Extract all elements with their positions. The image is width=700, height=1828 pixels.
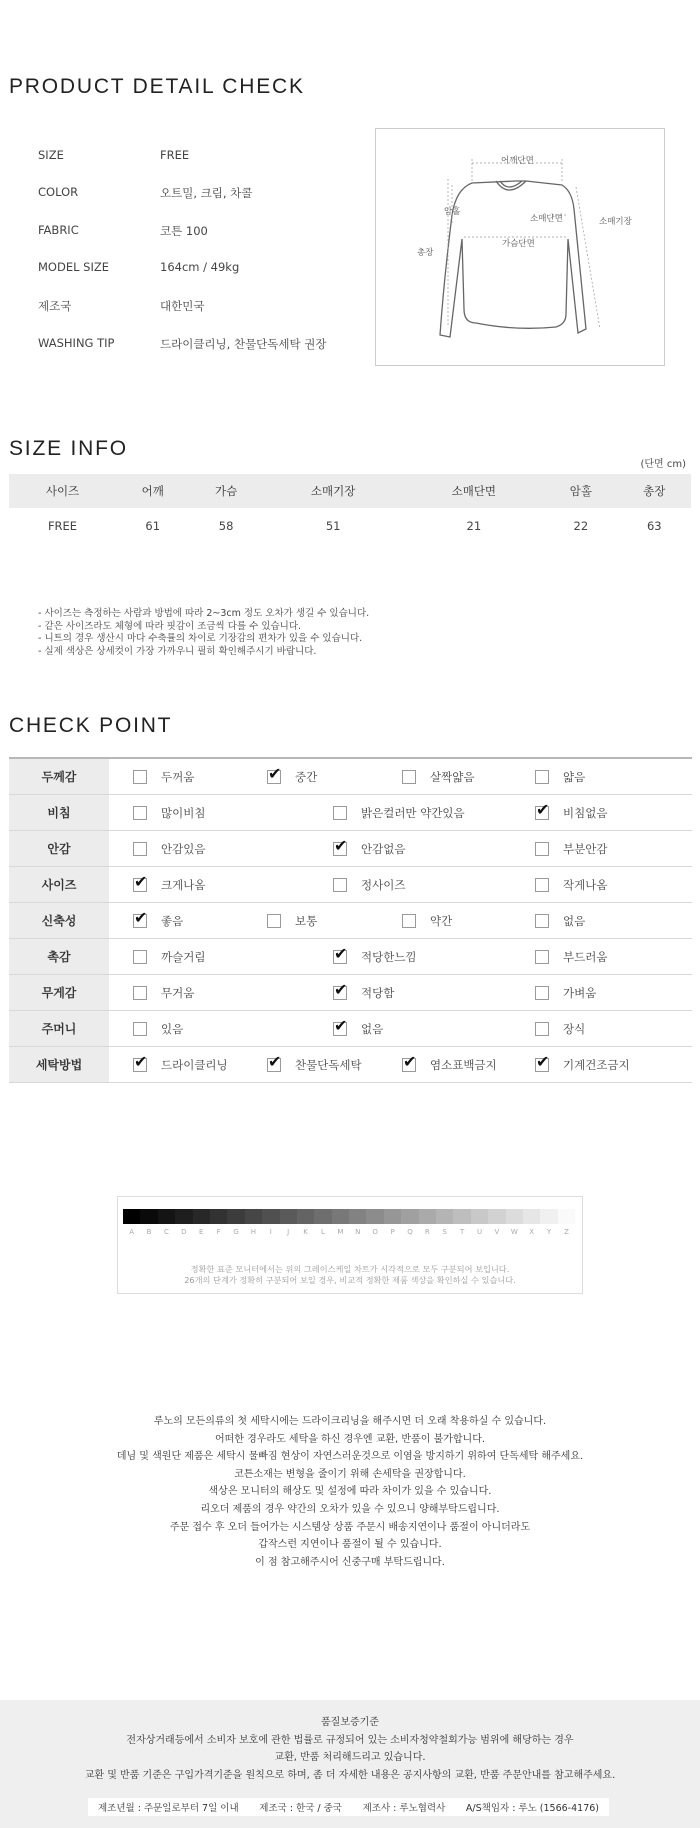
checkbox-unchecked[interactable] <box>402 770 416 784</box>
grayscale-step <box>175 1209 192 1224</box>
grayscale-note-line: 정확한 표준 모니터에서는 위의 그레이스케일 차트가 시각적으로 모두 구분되어 보입니다. <box>190 1264 510 1274</box>
detail-label: 제조국 <box>38 299 72 313</box>
grayscale-step <box>245 1209 262 1224</box>
grayscale-step <box>558 1209 575 1224</box>
check-option[interactable] <box>333 795 465 830</box>
detail-value: FREE <box>160 148 190 162</box>
check-option-label: 많이비침 <box>161 805 206 820</box>
check-row-label: 두께감 <box>9 758 109 795</box>
check-options-cell <box>109 939 692 975</box>
care-line: 어떠한 경우라도 세탁을 하신 경우엔 교환, 반품이 불가합니다. <box>214 1433 486 1445</box>
check-option-label: 없음 <box>361 1021 384 1036</box>
check-row-label: 촉감 <box>9 939 109 975</box>
checkbox-unchecked[interactable] <box>535 1022 549 1036</box>
care-line: 코튼소재는 변형을 줄이기 위해 손세탁을 권장합니다. <box>234 1468 466 1480</box>
check-option-label: 비침없음 <box>563 805 608 820</box>
grayscale-letter: C <box>164 1228 169 1236</box>
check-option[interactable] <box>333 867 405 902</box>
grayscale-letter: U <box>476 1228 483 1236</box>
checkbox-checked[interactable] <box>333 1022 347 1036</box>
diagram-label-total-length: 총장 <box>417 248 434 258</box>
check-option[interactable] <box>402 1047 497 1082</box>
check-option-label: 무거움 <box>161 985 195 1000</box>
checkbox-unchecked[interactable] <box>133 806 147 820</box>
grayscale-note <box>118 1264 582 1286</box>
size-notes <box>38 608 369 658</box>
diagram-label-sleeve-length: 소매기장 <box>599 217 632 227</box>
table-row <box>9 758 692 795</box>
check-option-label: 염소표백금지 <box>430 1057 497 1072</box>
checkbox-unchecked[interactable] <box>535 914 549 928</box>
footer-text <box>0 1714 700 1784</box>
check-option-label: 얇음 <box>563 769 586 784</box>
grayscale-step <box>366 1209 383 1224</box>
check-option[interactable] <box>535 759 585 794</box>
detail-label: SIZE <box>38 148 64 162</box>
checkbox-checked[interactable] <box>402 1058 416 1072</box>
grayscale-letter: O <box>372 1228 378 1236</box>
check-options-cell <box>109 795 692 831</box>
check-option-label: 드라이클리닝 <box>161 1057 228 1072</box>
grayscale-step <box>158 1209 175 1224</box>
detail-value: 164cm / 49kg <box>160 260 240 274</box>
size-table-header <box>9 474 691 508</box>
checkbox-unchecked[interactable] <box>535 878 549 892</box>
care-line: 이 점 참고해주시어 신중구매 부탁드립니다. <box>255 1556 445 1568</box>
grayscale-step <box>280 1209 297 1224</box>
check-option[interactable] <box>133 1047 228 1082</box>
check-option-label: 좋음 <box>161 913 184 928</box>
size-cell: 61 <box>145 519 161 533</box>
check-option-label: 부분안감 <box>563 841 608 856</box>
grayscale-letter: I <box>269 1228 272 1236</box>
table-row <box>9 903 692 939</box>
check-option-label: 부드러움 <box>563 949 608 964</box>
check-options <box>109 867 692 902</box>
check-option[interactable] <box>535 903 585 938</box>
checkbox-unchecked[interactable] <box>535 770 549 784</box>
grayscale-letter: A <box>129 1228 135 1236</box>
checkbox-unchecked[interactable] <box>267 914 281 928</box>
checkbox-unchecked[interactable] <box>535 950 549 964</box>
size-header-cell: 소매단면 <box>403 474 544 508</box>
table-row <box>9 508 691 544</box>
size-header-cell: 어깨 <box>116 474 189 508</box>
check-options-cell <box>109 1047 692 1083</box>
table-row <box>9 939 692 975</box>
note-line: - 니트의 경우 생산시 마다 수축률의 차이로 기장감의 편차가 있을 수 있습니다. <box>38 633 363 644</box>
grayscale-letter: Q <box>407 1228 413 1236</box>
diagram-label-sleeve-width: 소매단면 <box>530 214 563 224</box>
detail-label: MODEL SIZE <box>38 260 109 274</box>
grayscale-step <box>123 1209 140 1224</box>
check-option[interactable] <box>535 795 607 830</box>
grayscale-letter: W <box>510 1228 518 1236</box>
checkbox-checked[interactable] <box>267 770 281 784</box>
table-row <box>9 1011 692 1047</box>
grayscale-letter: R <box>424 1228 430 1236</box>
size-cell: 21 <box>466 519 482 533</box>
checkbox-checked[interactable] <box>267 1058 281 1072</box>
detail-label: FABRIC <box>38 223 79 237</box>
grayscale-letter: G <box>233 1228 239 1236</box>
checkbox-checked[interactable] <box>133 1058 147 1072</box>
grayscale-letter: Z <box>564 1228 569 1236</box>
care-line: 갑작스런 지연이나 품절이 될 수 있습니다. <box>258 1539 442 1551</box>
care-line: 색상은 모니터의 해상도 및 설정에 따라 차이가 있을 수 있습니다. <box>208 1486 492 1498</box>
size-table <box>9 474 691 544</box>
detail-value: 대한민국 <box>160 299 205 313</box>
footer-info-bar <box>88 1798 609 1816</box>
check-option-label: 없음 <box>563 913 586 928</box>
size-header-cell: 총장 <box>618 474 691 508</box>
check-options-cell <box>109 867 692 903</box>
table-row <box>9 795 692 831</box>
grayscale-letter: L <box>321 1228 325 1236</box>
check-option[interactable] <box>535 975 596 1010</box>
grayscale-letter: T <box>459 1228 465 1236</box>
checkbox-checked[interactable] <box>133 914 147 928</box>
grayscale-step <box>453 1209 470 1224</box>
diagram-label-chest: 가슴단면 <box>502 239 535 249</box>
size-header-cell: 가슴 <box>189 474 262 508</box>
table-row <box>9 867 692 903</box>
detail-value: 오트밀, 크림, 차콜 <box>160 186 253 200</box>
grayscale-letter: Y <box>546 1228 552 1236</box>
check-option[interactable] <box>133 795 205 830</box>
grayscale-letter: S <box>442 1228 447 1236</box>
size-cell: 22 <box>573 519 589 533</box>
check-row-label: 비침 <box>9 795 109 831</box>
grayscale-letter: P <box>390 1228 395 1236</box>
grayscale-step <box>210 1209 227 1224</box>
check-option[interactable] <box>267 759 317 794</box>
grayscale-step <box>436 1209 453 1224</box>
checkbox-unchecked[interactable] <box>402 914 416 928</box>
check-option-label: 장식 <box>563 1021 586 1036</box>
grayscale-letter: N <box>355 1228 361 1236</box>
care-line: 루노의 모든의류의 첫 세탁시에는 드라이크리닝을 해주시면 더 오래 착용하실 수 있습니다. <box>153 1416 547 1427</box>
checkbox-unchecked[interactable] <box>535 986 549 1000</box>
check-row-label: 주머니 <box>9 1011 109 1047</box>
check-options <box>109 903 692 938</box>
size-cell: FREE <box>47 519 78 533</box>
check-option[interactable] <box>267 903 317 938</box>
checkbox-unchecked[interactable] <box>133 950 147 964</box>
size-cell: 51 <box>325 519 341 533</box>
checkbox-unchecked[interactable] <box>133 770 147 784</box>
check-option[interactable] <box>535 1011 585 1046</box>
check-option[interactable] <box>133 1011 183 1046</box>
detail-title: PRODUCT DETAIL CHECK <box>9 75 305 98</box>
checkbox-checked[interactable] <box>333 986 347 1000</box>
footer-line: 전자상거래등에서 소비자 보호에 관한 법률로 규정되어 있는 소비자청약철회가능 범위에 해당하는 경우 <box>126 1734 574 1746</box>
grayscale-step <box>332 1209 349 1224</box>
checkbox-unchecked[interactable] <box>333 806 347 820</box>
checkbox-checked[interactable] <box>133 878 147 892</box>
check-options <box>109 1047 692 1082</box>
check-option[interactable] <box>333 1011 383 1046</box>
grayscale-step <box>227 1209 244 1224</box>
check-option-label: 가벼움 <box>563 985 597 1000</box>
grayscale-letter: X <box>529 1228 535 1236</box>
table-row <box>9 831 692 867</box>
size-header-cell: 사이즈 <box>9 474 116 508</box>
size-header-cell: 암홀 <box>544 474 617 508</box>
footer-line: 품질보증기준 <box>321 1717 379 1728</box>
footer-info-item: 제조국 : 한국 / 중국 <box>259 1803 342 1814</box>
grayscale-letter: M <box>337 1228 344 1236</box>
checkbox-checked[interactable] <box>333 842 347 856</box>
check-option[interactable] <box>402 759 474 794</box>
diagram-label-armhole: 암홀 <box>444 207 461 217</box>
check-option-label: 크게나옴 <box>161 877 206 892</box>
check-options-cell <box>109 1011 692 1047</box>
check-row-label: 무게감 <box>9 975 109 1011</box>
grayscale-letter: K <box>303 1228 308 1236</box>
care-line: 리오더 제품의 경우 약간의 오차가 있을 수 있으니 양해부탁드립니다. <box>200 1503 500 1515</box>
checkbox-checked[interactable] <box>535 1058 549 1072</box>
check-options-cell <box>109 831 692 867</box>
size-header-cell: 소매기장 <box>263 474 404 508</box>
detail-value: 드라이클리닝, 찬물단독세탁 권장 <box>160 337 327 351</box>
grayscale-letter: V <box>494 1228 500 1236</box>
checkbox-checked[interactable] <box>333 950 347 964</box>
check-options-cell <box>109 758 692 795</box>
check-row-label: 사이즈 <box>9 867 109 903</box>
check-option[interactable] <box>402 903 452 938</box>
check-row-label: 세탁방법 <box>9 1047 109 1083</box>
check-option[interactable] <box>333 831 405 866</box>
grayscale-step <box>384 1209 401 1224</box>
check-options <box>109 939 692 974</box>
table-row <box>9 975 692 1011</box>
grayscale-letter: H <box>250 1228 257 1236</box>
footer-info-item: 제조년월 : 주문일로부터 7일 이내 <box>98 1803 239 1814</box>
check-option[interactable] <box>267 1047 362 1082</box>
check-point-title: CHECK POINT <box>9 714 173 737</box>
check-option[interactable] <box>535 1047 630 1082</box>
check-option[interactable] <box>133 759 194 794</box>
grayscale-step <box>401 1209 418 1224</box>
footer-line: 교환, 반품 처리해드리고 있습니다. <box>274 1752 426 1764</box>
grayscale-bar <box>123 1209 575 1224</box>
check-option-label: 기계건조금지 <box>563 1057 630 1072</box>
table-row <box>9 1047 692 1083</box>
check-option[interactable] <box>133 903 183 938</box>
checkbox-checked[interactable] <box>535 806 549 820</box>
check-row-label: 안감 <box>9 831 109 867</box>
care-line: 주문 접수 후 오더 들어가는 시스템상 상품 주문시 배송지연이나 품절이 아니더라도 <box>169 1521 531 1533</box>
note-line: - 실제 색상은 상세컷이 가장 가까우니 필히 확인해주시기 바랍니다. <box>38 645 317 657</box>
grayscale-letter: E <box>199 1228 204 1236</box>
grayscale-step <box>540 1209 557 1224</box>
check-option-label: 살짝얇음 <box>430 769 475 784</box>
check-option[interactable] <box>333 939 417 974</box>
size-cell: 63 <box>646 519 662 533</box>
grayscale-letter: B <box>146 1228 152 1236</box>
check-row-label: 신축성 <box>9 903 109 939</box>
footer-line: 교환 및 반품 기준은 구입가격기준을 원칙으로 하며, 좀 더 자세한 내용은 공지사항의 교환, 반품 주문안내를 참고해주세요. <box>84 1769 616 1781</box>
checkbox-unchecked[interactable] <box>133 986 147 1000</box>
grayscale-note-line: 26개의 단계가 정확히 구분되어 보일 경우, 비교적 정확한 제품 색상을 확인하실 수 있습니다. <box>184 1275 516 1285</box>
check-option[interactable] <box>333 975 394 1010</box>
detail-value: 코튼 100 <box>160 224 208 238</box>
grayscale-letter: J <box>287 1228 290 1236</box>
checkbox-unchecked[interactable] <box>535 842 549 856</box>
check-option-label: 정사이즈 <box>361 877 406 892</box>
check-option-label: 두꺼움 <box>161 769 195 784</box>
grayscale-step <box>297 1209 314 1224</box>
grayscale-step <box>140 1209 157 1224</box>
check-option-label: 중간 <box>295 769 318 784</box>
check-option[interactable] <box>133 831 205 866</box>
check-options-cell <box>109 975 692 1011</box>
grayscale-step <box>506 1209 523 1224</box>
check-options <box>109 975 692 1010</box>
check-option-label: 적당한느낌 <box>361 949 417 964</box>
size-cell: 58 <box>218 519 234 533</box>
check-options-cell <box>109 903 692 939</box>
check-option-label: 작게나옴 <box>563 877 608 892</box>
check-option-label: 안감있음 <box>161 841 206 856</box>
check-option-label: 적당함 <box>361 985 395 1000</box>
check-point-table <box>9 757 692 1083</box>
size-unit-note: (단면 cm) <box>640 459 686 470</box>
check-option[interactable] <box>535 939 607 974</box>
check-option[interactable] <box>535 831 607 866</box>
grayscale-letters <box>123 1228 575 1236</box>
grayscale-letter: D <box>181 1228 187 1236</box>
check-option[interactable] <box>133 867 205 902</box>
grayscale-step <box>349 1209 366 1224</box>
care-line: 데님 및 색원단 제품은 세탁시 물빠짐 현상이 자연스러운것으로 이염을 방지하기 위하여 단독세탁 해주세요. <box>116 1451 584 1463</box>
care-instructions <box>0 1413 700 1571</box>
check-option-label: 있음 <box>161 1021 184 1036</box>
check-option[interactable] <box>133 939 205 974</box>
note-line: - 같은 사이즈라도 체형에 따라 핏감이 조금씩 다를 수 있습니다. <box>38 620 302 632</box>
check-option-label: 안감없음 <box>361 841 406 856</box>
detail-label: WASHING TIP <box>38 336 115 350</box>
grayscale-letter: F <box>216 1228 221 1236</box>
check-option[interactable] <box>133 975 194 1010</box>
checkbox-unchecked[interactable] <box>133 1022 147 1036</box>
check-option-label: 밝은컬러만 약간있음 <box>361 805 465 820</box>
check-option-label: 보통 <box>295 913 318 928</box>
checkbox-unchecked[interactable] <box>133 842 147 856</box>
diagram-label-shoulder: 어깨단면 <box>501 156 534 166</box>
quality-footer <box>0 1700 700 1828</box>
check-options <box>109 831 692 866</box>
grayscale-step <box>523 1209 540 1224</box>
check-option[interactable] <box>535 867 607 902</box>
garment-measure-diagram <box>375 128 665 366</box>
grayscale-step <box>193 1209 210 1224</box>
note-line: - 사이즈는 측정하는 사람과 방법에 따라 2~3cm 정도 오차가 생길 수 있습니다. <box>38 608 370 619</box>
check-option-label: 찬물단독세탁 <box>295 1057 362 1072</box>
size-info-title: SIZE INFO <box>9 437 128 460</box>
detail-label: COLOR <box>38 185 79 199</box>
grayscale-step <box>471 1209 488 1224</box>
footer-info-item: A/S책임자 : 루노 (1566-4176) <box>465 1803 599 1814</box>
grayscale-chart <box>117 1196 583 1294</box>
check-options <box>109 759 692 794</box>
check-option-label: 까슬거림 <box>161 949 206 964</box>
check-option-label: 약간 <box>430 913 453 928</box>
check-options <box>109 795 692 830</box>
footer-info-item: 제조사 : 루노협력사 <box>362 1803 446 1814</box>
check-options <box>109 1011 692 1046</box>
checkbox-unchecked[interactable] <box>333 878 347 892</box>
grayscale-step <box>488 1209 505 1224</box>
grayscale-step <box>262 1209 279 1224</box>
grayscale-step <box>314 1209 331 1224</box>
grayscale-step <box>419 1209 436 1224</box>
